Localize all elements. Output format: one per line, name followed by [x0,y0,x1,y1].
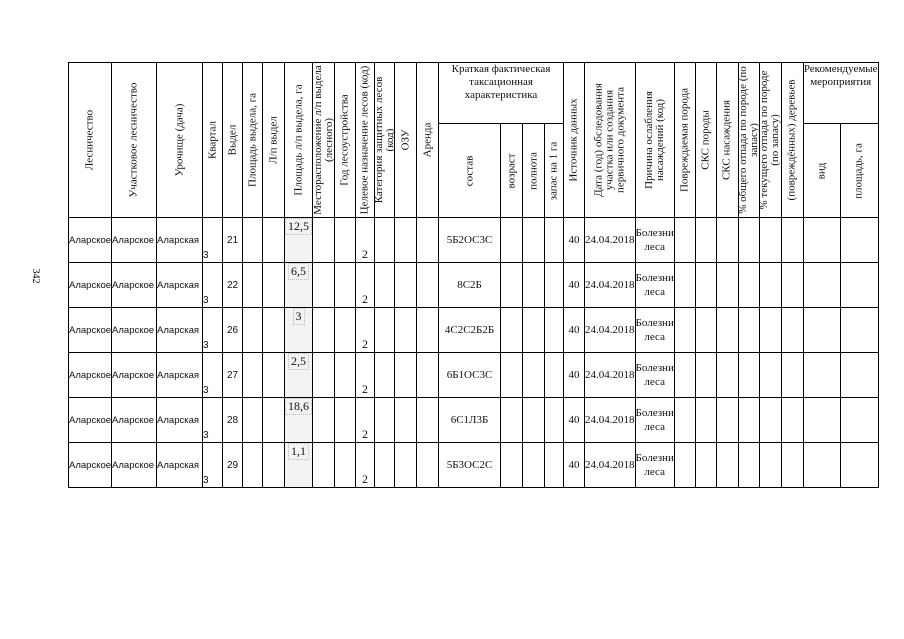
cell-weakening-cause: Болезни леса [635,443,674,488]
table-row [69,218,879,263]
cell-allotment: 27 [223,353,243,398]
cell-sks-stand [716,353,738,398]
cell-current-deadwood [759,308,781,353]
cell-allotment: 22 [223,263,243,308]
header-age: возраст [501,124,523,218]
cell-lp-allotment [263,443,285,488]
cell-sks-species [695,308,716,353]
header-allotment: Выдел [223,63,243,218]
cell-lp-location [313,308,335,353]
cell-lp-allotment [263,308,285,353]
cell-density [523,218,545,263]
cell-measure-area [841,308,878,353]
cell-sks-species [695,263,716,308]
cell-measure-area [841,353,878,398]
cell-stock [545,398,564,443]
cell-lp-area [285,218,313,263]
cell-lp-location [313,443,335,488]
lp-area-value: 2,5 [288,353,309,370]
cell-sks-species [695,353,716,398]
header-composition: состав [439,124,501,218]
cell-lp-area [285,263,313,308]
cell-lp-allotment [263,398,285,443]
cell-measure-area [841,443,878,488]
cell-lease [417,398,439,443]
cell-total-deadwood [738,263,759,308]
cell-lp-allotment [263,353,285,398]
cell-protective-category [375,308,395,353]
header-damaged-species: Повреждаемая порода [674,63,695,218]
cell-forestry: Аларское [69,218,112,263]
cell-damaged-species [674,218,695,263]
header-brief-characteristic: Краткая фактическая таксационная характеристика [439,63,564,124]
cell-composition: 5Б2ОС3С [439,218,501,263]
header-forestry: Лесничество [69,63,112,218]
cell-allotment-area [243,308,263,353]
cell-damaged-trees [781,308,803,353]
table-row [69,398,879,443]
cell-forestry: Аларское [69,398,112,443]
cell-purpose: 2 [356,263,375,308]
cell-lease [417,263,439,308]
cell-measure-type [803,398,840,443]
cell-allotment: 26 [223,308,243,353]
cell-survey-date: 24.04.2018 [585,353,636,398]
cell-allotment: 28 [223,398,243,443]
cell-weakening-cause: Болезни леса [635,218,674,263]
table-row [69,353,879,398]
cell-lp-area [285,398,313,443]
cell-total-deadwood [738,443,759,488]
cell-ozu [395,308,417,353]
cell-allotment: 29 [223,443,243,488]
cell-density [523,263,545,308]
cell-current-deadwood [759,263,781,308]
cell-measure-type [803,308,840,353]
cell-allotment: 21 [223,218,243,263]
cell-measure-area [841,218,878,263]
cell-age [501,353,523,398]
cell-district: Аларское [112,308,157,353]
cell-allotment-area [243,443,263,488]
cell-stock [545,218,564,263]
cell-composition: 6С1Л3Б [439,398,501,443]
cell-age [501,308,523,353]
cell-tract: Аларская [157,443,203,488]
cell-lp-location [313,218,335,263]
header-weakening-cause: Причина ослабления насаждений (код) [635,63,674,218]
cell-lp-location [313,353,335,398]
table-row [69,263,879,308]
header-stock: запас на 1 га [545,124,564,218]
header-current-deadwood: % текущего отпада по породе (по запасу) [759,63,781,218]
cell-composition: 5Б3ОС2С [439,443,501,488]
cell-sks-stand [716,398,738,443]
cell-forestry: Аларское [69,443,112,488]
cell-quarter: 3 [203,263,223,308]
header-measure-area: площадь, га [841,124,878,218]
cell-lp-location [313,263,335,308]
cell-damaged-trees [781,443,803,488]
cell-tract: Аларская [157,308,203,353]
lp-area-value: 18,6 [285,398,312,415]
cell-lease [417,218,439,263]
cell-lp-area [285,308,313,353]
cell-measure-area [841,398,878,443]
cell-purpose: 2 [356,218,375,263]
cell-ozu [395,398,417,443]
cell-purpose: 2 [356,308,375,353]
cell-sks-stand [716,263,738,308]
cell-composition: 4С2С2Б2Б [439,308,501,353]
cell-district: Аларское [112,353,157,398]
cell-lease [417,308,439,353]
cell-damaged-species [674,398,695,443]
cell-current-deadwood [759,353,781,398]
cell-weakening-cause: Болезни леса [635,263,674,308]
header-density: полнота [523,124,545,218]
header-recommended-measures: Рекомендуемые мероприятия [803,63,878,124]
cell-density [523,353,545,398]
cell-survey-date: 24.04.2018 [585,263,636,308]
cell-purpose: 2 [356,398,375,443]
cell-density [523,398,545,443]
table-row [69,308,879,353]
cell-age [501,398,523,443]
cell-sks-stand [716,443,738,488]
cell-measure-type [803,218,840,263]
cell-measure-type [803,443,840,488]
cell-quarter: 3 [203,308,223,353]
header-measure-type: вид [803,124,840,218]
cell-quarter: 3 [203,353,223,398]
cell-tract: Аларская [157,263,203,308]
cell-weakening-cause: Болезни леса [635,398,674,443]
cell-damaged-trees [781,398,803,443]
cell-composition: 8С2Б [439,263,501,308]
cell-damaged-species [674,353,695,398]
header-purpose: Целевое назначение лесов (код) [356,63,375,218]
lp-area-value: 6,5 [288,263,309,280]
cell-allotment-area [243,398,263,443]
cell-damaged-species [674,263,695,308]
cell-damaged-species [674,443,695,488]
cell-allotment-area [243,353,263,398]
cell-purpose: 2 [356,443,375,488]
header-lp-area: Площадь л/п выдела, га [285,63,313,218]
cell-forestry: Аларское [69,263,112,308]
cell-current-deadwood [759,443,781,488]
cell-inventory-year [335,263,356,308]
cell-stock [545,443,564,488]
cell-protective-category [375,218,395,263]
cell-purpose: 2 [356,353,375,398]
cell-district: Аларское [112,398,157,443]
header-protective-category: Категория защитных лесов (код) [375,63,395,218]
cell-sks-stand [716,308,738,353]
lp-area-value: 3 [293,308,305,325]
cell-composition: 6Б1ОС3С [439,353,501,398]
cell-data-source: 40 [564,308,585,353]
header-inventory-year: Год лесоустройства [335,63,356,218]
header-lease: Аренда [417,63,439,218]
cell-tract: Аларская [157,353,203,398]
cell-inventory-year [335,308,356,353]
cell-data-source: 40 [564,218,585,263]
cell-measure-type [803,263,840,308]
cell-district: Аларское [112,443,157,488]
cell-data-source: 40 [564,353,585,398]
cell-total-deadwood [738,353,759,398]
cell-forestry: Аларское [69,353,112,398]
cell-damaged-trees [781,353,803,398]
cell-sks-stand [716,218,738,263]
cell-age [501,443,523,488]
cell-damaged-trees [781,263,803,308]
cell-tract: Аларская [157,398,203,443]
cell-total-deadwood [738,308,759,353]
cell-sks-species [695,398,716,443]
cell-quarter: 3 [203,218,223,263]
cell-stock [545,308,564,353]
header-quarter: Квартал [203,63,223,218]
cell-allotment-area [243,263,263,308]
header-district-forestry: Участковое лесничество [112,63,157,218]
cell-protective-category [375,398,395,443]
cell-inventory-year [335,398,356,443]
lp-area-value: 1,1 [288,443,309,460]
cell-damaged-species [674,308,695,353]
cell-lp-allotment [263,218,285,263]
cell-survey-date: 24.04.2018 [585,398,636,443]
cell-sks-species [695,443,716,488]
cell-stock [545,263,564,308]
cell-density [523,308,545,353]
header-lp-allotment: Л/п выдел [263,63,285,218]
header-allotment-area: Площадь выдела, га [243,63,263,218]
cell-total-deadwood [738,398,759,443]
cell-ozu [395,353,417,398]
header-survey-date: Дата (год) обследования участка или создания первичного документа [585,63,636,218]
cell-measure-type [803,353,840,398]
cell-age [501,218,523,263]
page-number: 342 [30,268,41,284]
cell-lp-location [313,398,335,443]
header-ozu: ОЗУ [395,63,417,218]
header-sks-species: СКС породы [695,63,716,218]
cell-quarter: 3 [203,398,223,443]
cell-district: Аларское [112,263,157,308]
cell-forestry: Аларское [69,308,112,353]
cell-protective-category [375,263,395,308]
cell-tract: Аларская [157,218,203,263]
cell-data-source: 40 [564,398,585,443]
cell-lease [417,353,439,398]
cell-density [523,443,545,488]
cell-inventory-year [335,443,356,488]
cell-lease [417,443,439,488]
cell-inventory-year [335,218,356,263]
cell-current-deadwood [759,218,781,263]
header-sks-stand: СКС насаждения [716,63,738,218]
header-tract: Урочище (дача) [157,63,203,218]
cell-weakening-cause: Болезни леса [635,308,674,353]
header-data-source: Источник данных [564,63,585,218]
lp-area-value: 12,5 [285,218,312,235]
cell-ozu [395,443,417,488]
header-total-deadwood: % общего отпада по породе (по запасу) [738,63,759,218]
cell-ozu [395,218,417,263]
cell-allotment-area [243,218,263,263]
cell-inventory-year [335,353,356,398]
cell-sks-species [695,218,716,263]
header-lp-location: Месторасположение л/п выдела (лесного) [313,63,335,218]
cell-ozu [395,263,417,308]
cell-district: Аларское [112,218,157,263]
cell-survey-date: 24.04.2018 [585,218,636,263]
cell-lp-area [285,353,313,398]
cell-protective-category [375,353,395,398]
cell-lp-allotment [263,263,285,308]
cell-damaged-trees [781,218,803,263]
cell-current-deadwood [759,398,781,443]
cell-survey-date: 24.04.2018 [585,443,636,488]
cell-total-deadwood [738,218,759,263]
cell-lp-area [285,443,313,488]
forest-register-table [68,62,879,488]
cell-protective-category [375,443,395,488]
header-damaged-trees: (повреждённых) деревьев [781,63,803,218]
cell-quarter: 3 [203,443,223,488]
cell-survey-date: 24.04.2018 [585,308,636,353]
cell-measure-area [841,263,878,308]
cell-data-source: 40 [564,443,585,488]
cell-weakening-cause: Болезни леса [635,353,674,398]
table-row [69,443,879,488]
cell-age [501,263,523,308]
cell-stock [545,353,564,398]
cell-data-source: 40 [564,263,585,308]
